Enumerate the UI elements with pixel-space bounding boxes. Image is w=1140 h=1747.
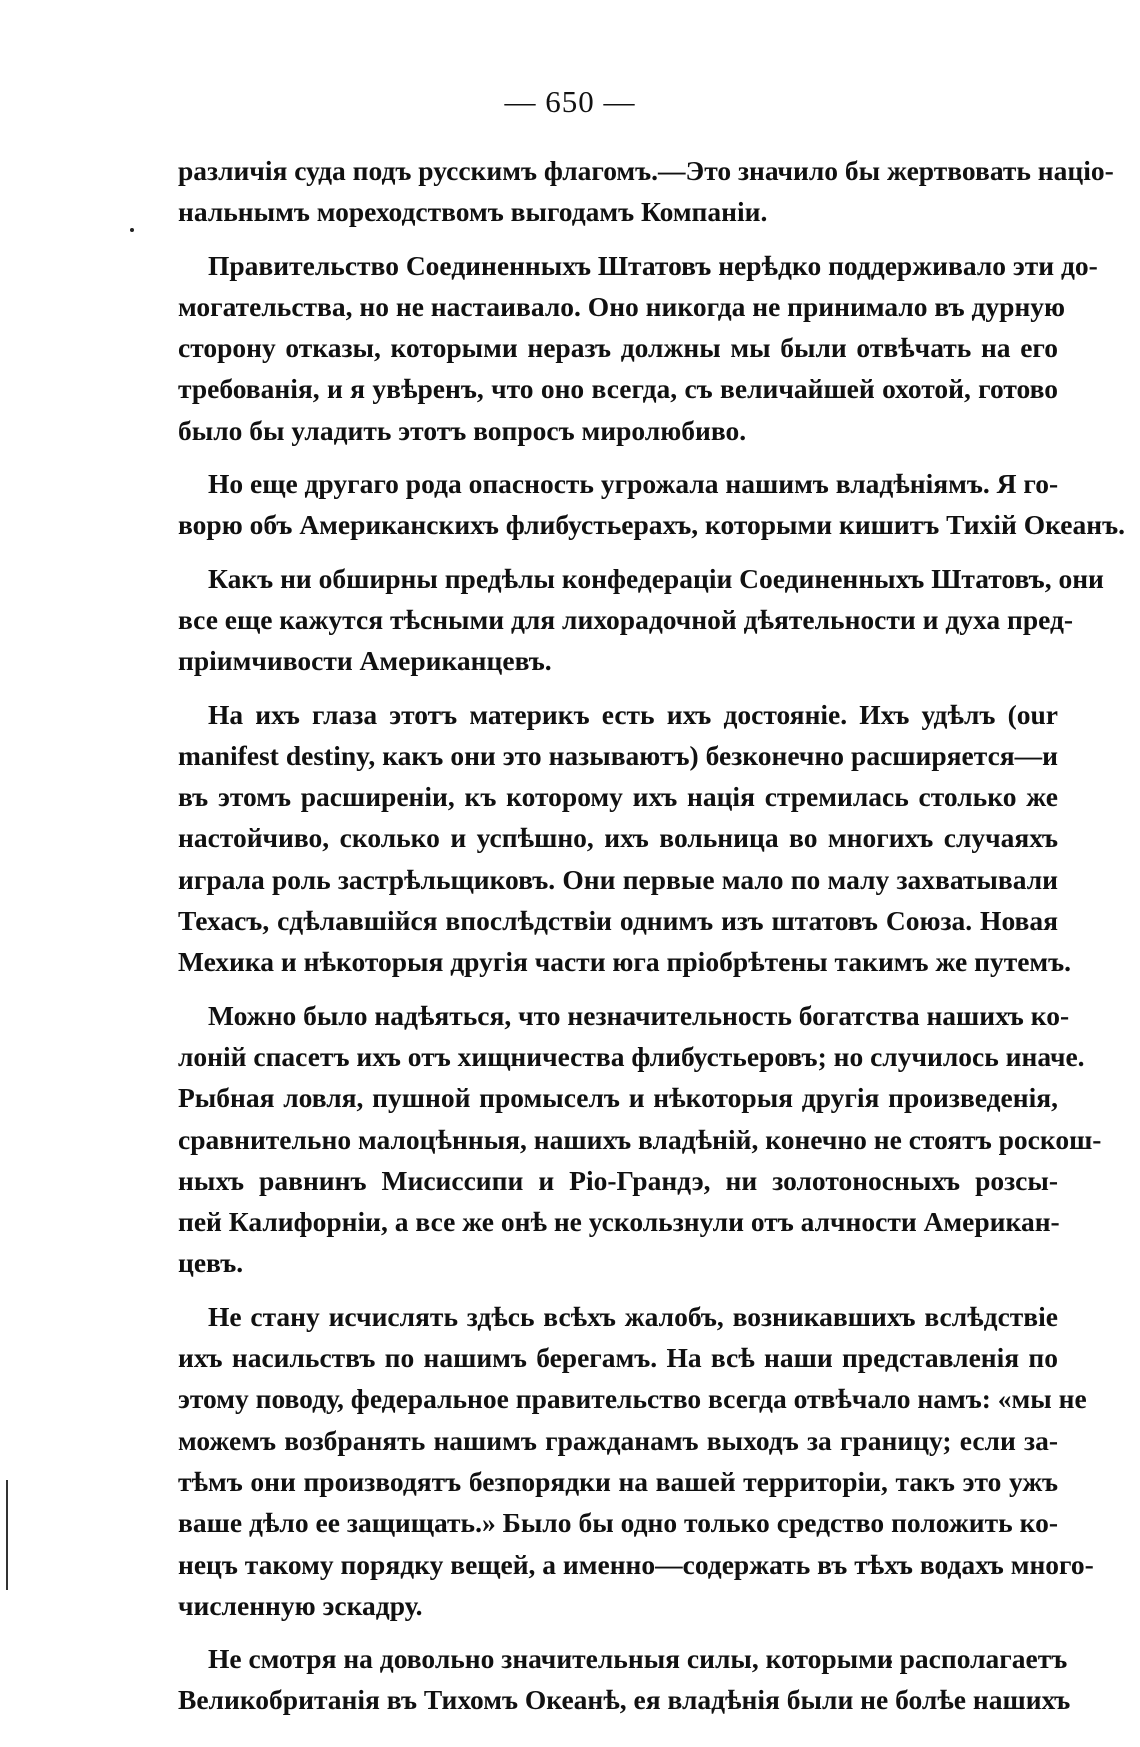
text-line: Великобританія въ Тихомъ Океанѣ, ея владѣнія были не болѣе нашихъ	[178, 1684, 1071, 1716]
text-line: было бы уладить этотъ вопросъ миролюбиво.	[178, 414, 747, 446]
text-line: этому поводу, федеральное правительство всегда отвѣчало намъ: «мы не	[178, 1383, 1087, 1415]
text-line: Какъ ни обширны предѣлы конфедераціи Соединенныхъ Штатовъ, они	[208, 562, 1104, 594]
text-line: Не смотря на довольно значительныя силы, которыми располагаетъ	[208, 1643, 1068, 1675]
text-line: На ихъ глаза этотъ материкъ есть ихъ достояніе. Ихъ удѣлъ (our	[208, 698, 1058, 730]
paragraph	[178, 1638, 1071, 1721]
text-line: настойчиво, сколько и успѣшно, ихъ вольница во многихъ случаяхъ	[178, 822, 1058, 854]
text-line: ныхъ равнинъ Мисиссипи и Ріо-Грандэ, ни золотоносныхъ розсы-	[178, 1164, 1058, 1196]
text-line: цевъ.	[178, 1247, 244, 1279]
text-line: Правительство Соединенныхъ Штатовъ нерѣдко поддерживало эти до-	[208, 249, 1098, 281]
text-line: Техасъ, сдѣлавшійся впослѣдствіи однимъ изъ штатовъ Союза. Новая	[178, 905, 1058, 937]
body-text	[178, 150, 1126, 1733]
text-line: ворю объ Американскихъ флибустьерахъ, которыми кишитъ Тихій Океанъ.	[178, 509, 1126, 541]
text-line: лоній спасетъ ихъ отъ хищничества флибустьеровъ; но случилось иначе.	[178, 1040, 1085, 1072]
paragraph	[178, 558, 1104, 682]
text-line: требованія, и я увѣренъ, что оно всегда, съ величайшей охотой, готово	[178, 373, 1058, 405]
text-line: въ этомъ расширеніи, къ которому ихъ нація стремилась столько же	[178, 781, 1058, 813]
text-line: могательства, но не настаивало. Оно никогда не принимало въ дурную	[178, 290, 1066, 322]
text-line: Не стану исчислять здѣсь всѣхъ жалобъ, возникавшихъ вслѣдствіе	[208, 1300, 1058, 1332]
paragraph	[178, 150, 1114, 233]
paragraph	[178, 463, 1126, 546]
text-line: можемъ возбранять нашимъ гражданамъ выходъ за границу; если за-	[178, 1424, 1058, 1456]
text-line: различія суда подъ русскимъ флагомъ.—Это значило бы жертвовать націо-	[178, 155, 1114, 186]
paragraph	[178, 995, 1102, 1284]
text-line: Но еще другаго рода опасность угрожала нашимъ владѣніямъ. Я го-	[208, 468, 1059, 500]
text-line: сравнительно малоцѣнныя, нашихъ владѣній, конечно не стоятъ роскош-	[178, 1123, 1102, 1155]
text-line: manifest destiny, какъ они это называютъ) безконечно расширяется—и	[178, 739, 1058, 771]
text-line: численную эскадру.	[178, 1589, 423, 1621]
text-line: ихъ насильствъ по нашимъ берегамъ. На всѣ наши представленія по	[178, 1342, 1058, 1374]
text-line: Мехика и нѣкоторыя другія части юга пріобрѣтены такимъ же путемъ.	[178, 946, 1072, 978]
paragraph	[178, 1296, 1094, 1626]
text-line: ваше дѣло ее защищать.» Было бы одно только средство положить ко-	[178, 1507, 1058, 1539]
text-line: пей Калифорніи, а все же онѣ не ускользнули отъ алчности Американ-	[178, 1206, 1060, 1238]
page-number: — 650 —	[504, 84, 636, 119]
text-line: нецъ такому порядку вещей, а именно—содержать въ тѣхъ водахъ много-	[178, 1548, 1094, 1580]
text-line: пріимчивости Американцевъ.	[178, 645, 552, 677]
text-line: нальнымъ мореходствомъ выгодамъ Компаніи.	[178, 196, 768, 228]
text-line: сторону отказы, которыми неразъ должны мы были отвѣчать на его	[178, 332, 1058, 364]
paragraph	[178, 694, 1072, 983]
text-line: тѣмъ они производятъ безпорядки на вашей территоріи, такъ это ужъ	[178, 1465, 1058, 1497]
page-edge-mark	[6, 1480, 8, 1590]
text-line: Можно было надѣяться, что незначительность богатства нашихъ ко-	[208, 999, 1070, 1031]
text-line: Рыбная ловля, пушной промыселъ и нѣкоторыя другія произведенія,	[178, 1082, 1058, 1114]
text-line: играла роль застрѣльщиковъ. Они первые мало по малу захватывали	[178, 863, 1058, 895]
paragraph	[178, 245, 1098, 451]
text-line: все еще кажутся тѣсными для лихорадочной дѣятельности и духа пред-	[178, 603, 1074, 635]
margin-speck	[130, 228, 134, 232]
